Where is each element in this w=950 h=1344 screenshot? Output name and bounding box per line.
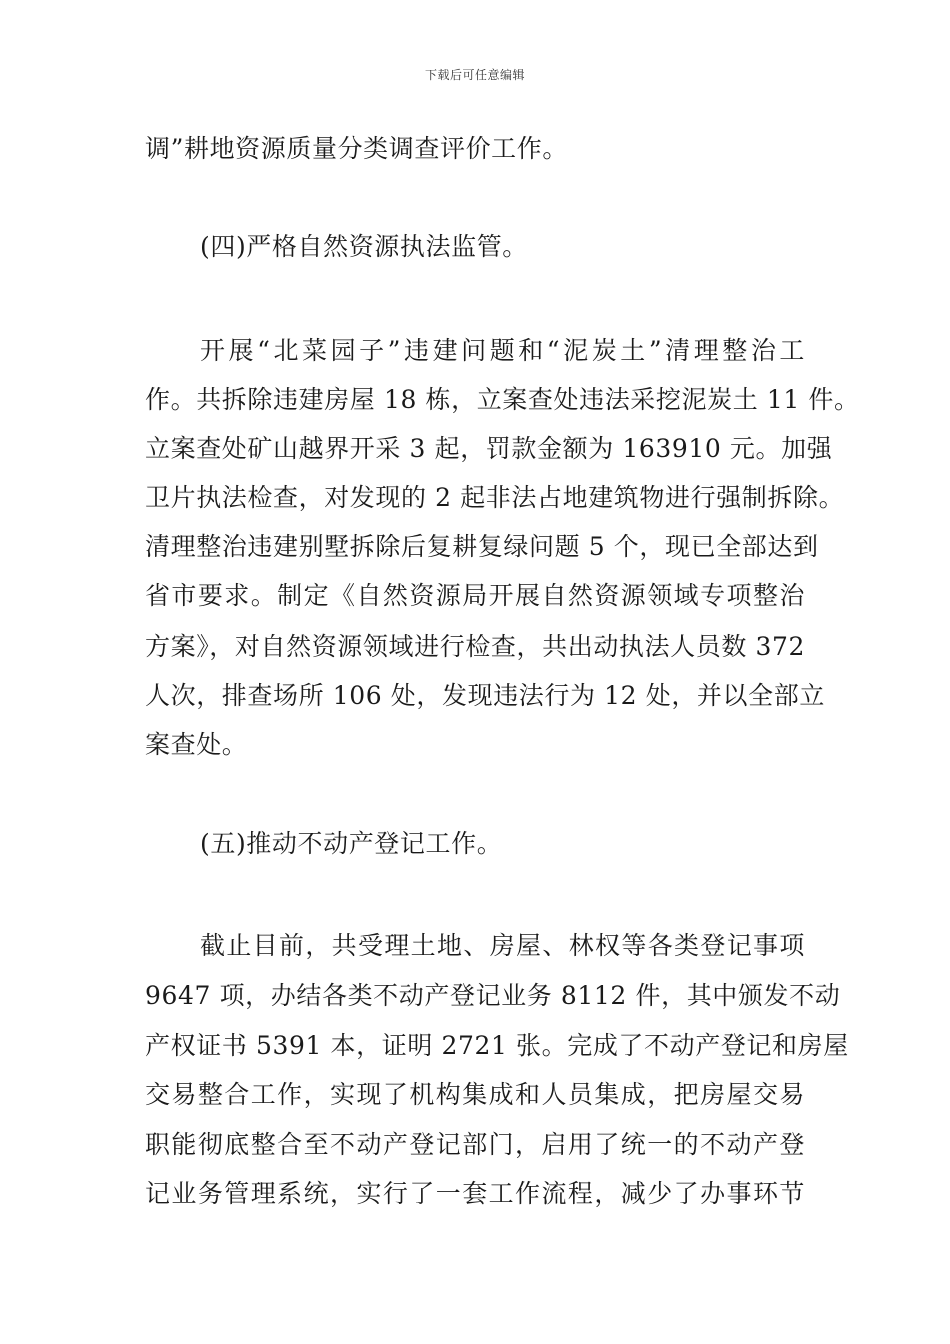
paragraph-line: 案查处。 [145, 730, 248, 759]
paragraph-line: 立案查处矿山越界开采 3 起，罚款金额为 163910 元。加强 [145, 434, 833, 463]
section-heading-5: (五)推动不动产登记工作。 [200, 829, 503, 858]
paragraph-line: 开展“北菜园子”违建问题和“泥炭土”清理整治工 [200, 336, 805, 365]
paragraph-line: 记业务管理系统，实行了一套工作流程，减少了办事环节 [145, 1179, 805, 1208]
paragraph-line: 交易整合工作，实现了机构集成和人员集成，把房屋交易 [145, 1080, 805, 1109]
paragraph-line: 9647 项，办结各类不动产登记业务 8112 件，其中颁发不动 [145, 981, 841, 1010]
paragraph-line: 作。共拆除违建房屋 18 栋，立案查处违法采挖泥炭土 11 件。 [145, 385, 860, 414]
paragraph-line: 卫片执法检查，对发现的 2 起非法占地建筑物进行强制拆除。 [145, 483, 845, 512]
paragraph-line: 方案》，对自然资源领域进行检查，共出动执法人员数 372 [145, 632, 805, 661]
paragraph-line: 产权证书 5391 本，证明 2721 张。完成了不动产登记和房屋 [145, 1031, 849, 1060]
paragraph-line: 截止目前，共受理土地、房屋、林权等各类登记事项 [200, 931, 805, 960]
paragraph-line: 调”耕地资源质量分类调查评价工作。 [145, 134, 568, 163]
paragraph-line: 职能彻底整合至不动产登记部门，启用了统一的不动产登 [145, 1130, 805, 1159]
page-header-note: 下载后可任意编辑 [424, 68, 525, 82]
section-heading-4: (四)严格自然资源执法监管。 [200, 232, 528, 261]
paragraph-line: 人次，排查场所 106 处，发现违法行为 12 处，并以全部立 [145, 681, 825, 710]
paragraph-line: 省市要求。制定《自然资源局开展自然资源领域专项整治 [145, 581, 805, 610]
paragraph-line: 清理整治违建别墅拆除后复耕复绿问题 5 个，现已全部达到 [145, 532, 819, 561]
